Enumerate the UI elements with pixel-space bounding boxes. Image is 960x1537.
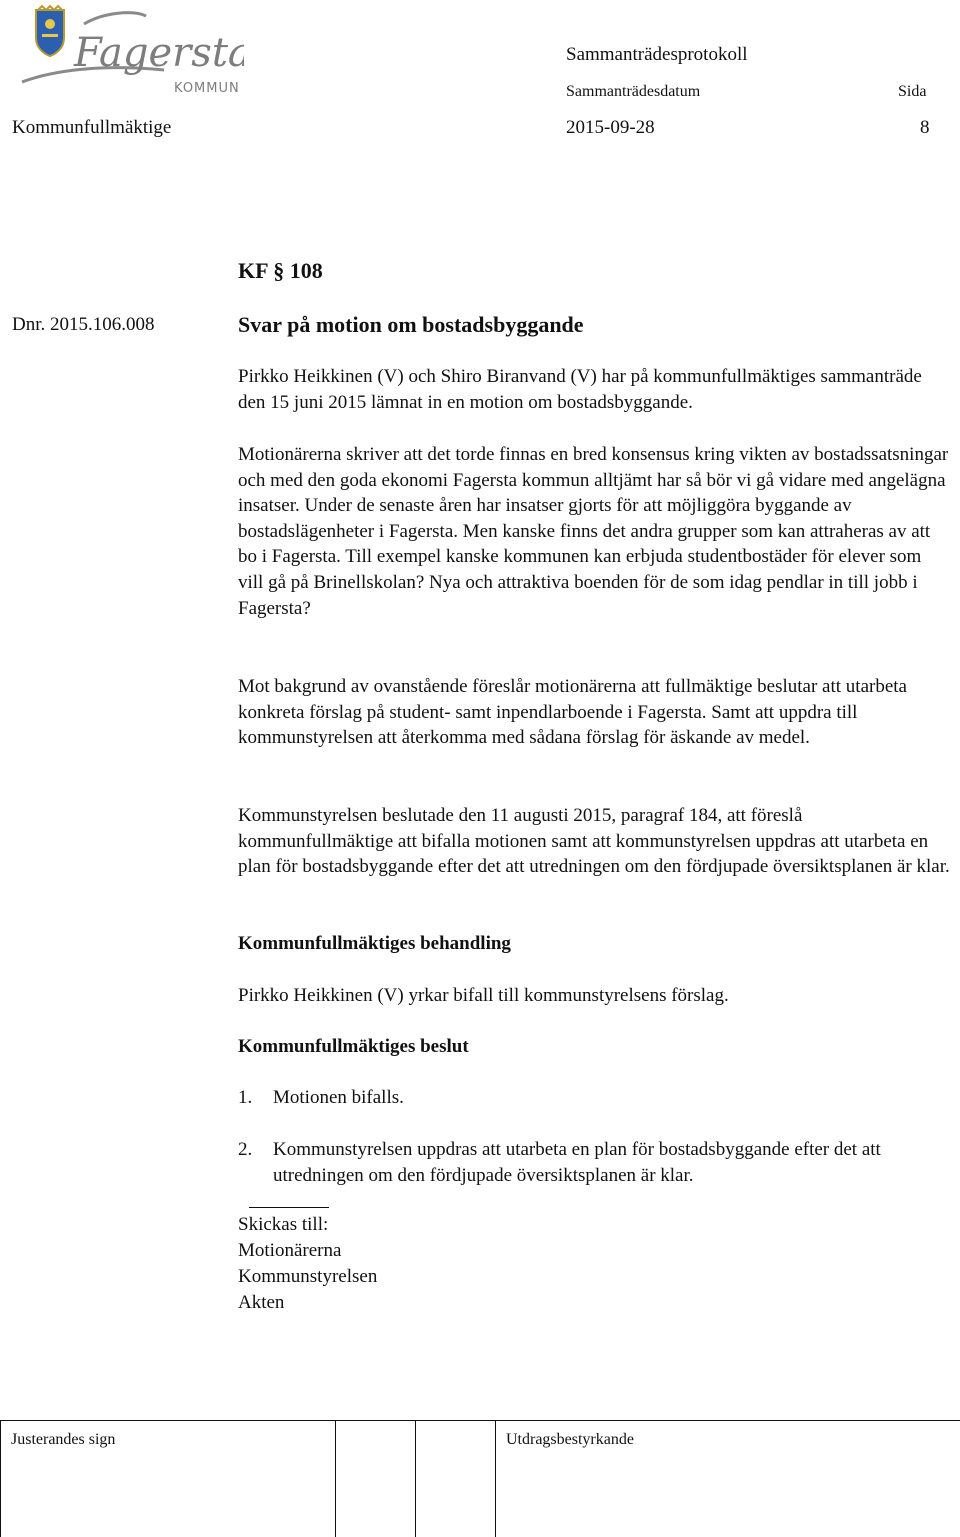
coat-of-arms-icon — [36, 6, 64, 56]
logo-wordmark: Fagersta — [74, 30, 244, 76]
dnr: Dnr. 2015.106.008 — [12, 314, 155, 335]
recipient: Motionärerna — [238, 1240, 342, 1261]
fagersta-kommun-logo — [14, 4, 244, 100]
document-type: Sammanträdesprotokoll — [566, 44, 748, 65]
paragraph-proposal: Mot bakgrund av ovanstående föreslår motionärerna att fullmäktige beslutar att utarbeta konkreta förslag på student- samt inpendlarboende i Fagersta. Samt att uppdra till kommunstyrelsen att återkomma med sådana förslag för äskande av medel. — [238, 676, 907, 749]
paragraph-motion: Motionärerna skriver att det torde finnas en bred konsensus kring vikten av bostadssatsningar och med den goda ekonomi Fagersta kommun alltjämt har så bör vi gå vidare med angelägna insatser. Under de senaste åren har insatser gjorts för att möjliggöra byggande av bostadslägenheter i Fagersta. Men kanske finns det andra grupper som kan attraheras av att bo i Fagersta. Till exempel kanske kommunen kan erbjuda studentbostäder för elever som vill gå på Brinellskolan? Nya och attraktiva boenden för de som idag pendlar in till jobb i Fagersta? — [238, 444, 949, 619]
handling-text: Pirkko Heikkinen (V) yrkar bifall till kommunstyrelsens förslag. — [238, 985, 729, 1006]
paragraph-intro: Pirkko Heikkinen (V) och Shiro Biranvand (V) har på kommunfullmäktiges sammanträde den 15 juni 2015 lämnat in en motion om bostadsbyggande. — [238, 366, 922, 413]
sign-label: Justerandes sign — [11, 1431, 116, 1448]
decision-heading: Kommunfullmäktiges beslut — [238, 1036, 469, 1057]
distribution-label: Skickas till: — [238, 1214, 329, 1235]
decision-item-number: 1. — [238, 1087, 253, 1108]
sign-box — [0, 1420, 336, 1537]
handling-heading: Kommunfullmäktiges behandling — [238, 933, 511, 954]
extract-box — [495, 1420, 960, 1537]
page-number: 8 — [920, 117, 930, 138]
body-name: Kommunfullmäktige — [12, 117, 172, 138]
page-label: Sida — [898, 83, 927, 100]
meeting-date: 2015-09-28 — [566, 117, 655, 138]
paragraph-ks-decision: Kommunstyrelsen beslutade den 11 augusti 2015, paragraf 184, att föreslå kommunfullmäktige att bifalla motionen samt att kommunstyrelsen uppdras att utarbeta en plan för bostadsbyggande efter det att utredningen om den fördjupade översiktsplanen är klar. — [238, 805, 950, 878]
recipient: Kommunstyrelsen — [238, 1266, 378, 1287]
decision-item-number: 2. — [238, 1139, 253, 1160]
sign-box — [415, 1420, 496, 1537]
signature-footer — [0, 1420, 960, 1536]
recipient: Akten — [238, 1292, 285, 1313]
logo-subtitle: KOMMUN — [174, 81, 240, 96]
extract-label: Utdragsbestyrkande — [506, 1431, 634, 1448]
date-label: Sammanträdesdatum — [566, 83, 701, 100]
sign-box — [335, 1420, 416, 1537]
decision-item-text: Motionen bifalls. — [273, 1087, 404, 1108]
separator-line — [249, 1207, 329, 1208]
decision-item-text: Kommunstyrelsen uppdras att utarbeta en plan för bostadsbyggande efter det att utredningen om den fördjupade översiktsplanen är klar. — [273, 1139, 881, 1186]
case-title: Svar på motion om bostadsbyggande — [238, 312, 584, 337]
paragraph-number: KF § 108 — [238, 258, 323, 283]
